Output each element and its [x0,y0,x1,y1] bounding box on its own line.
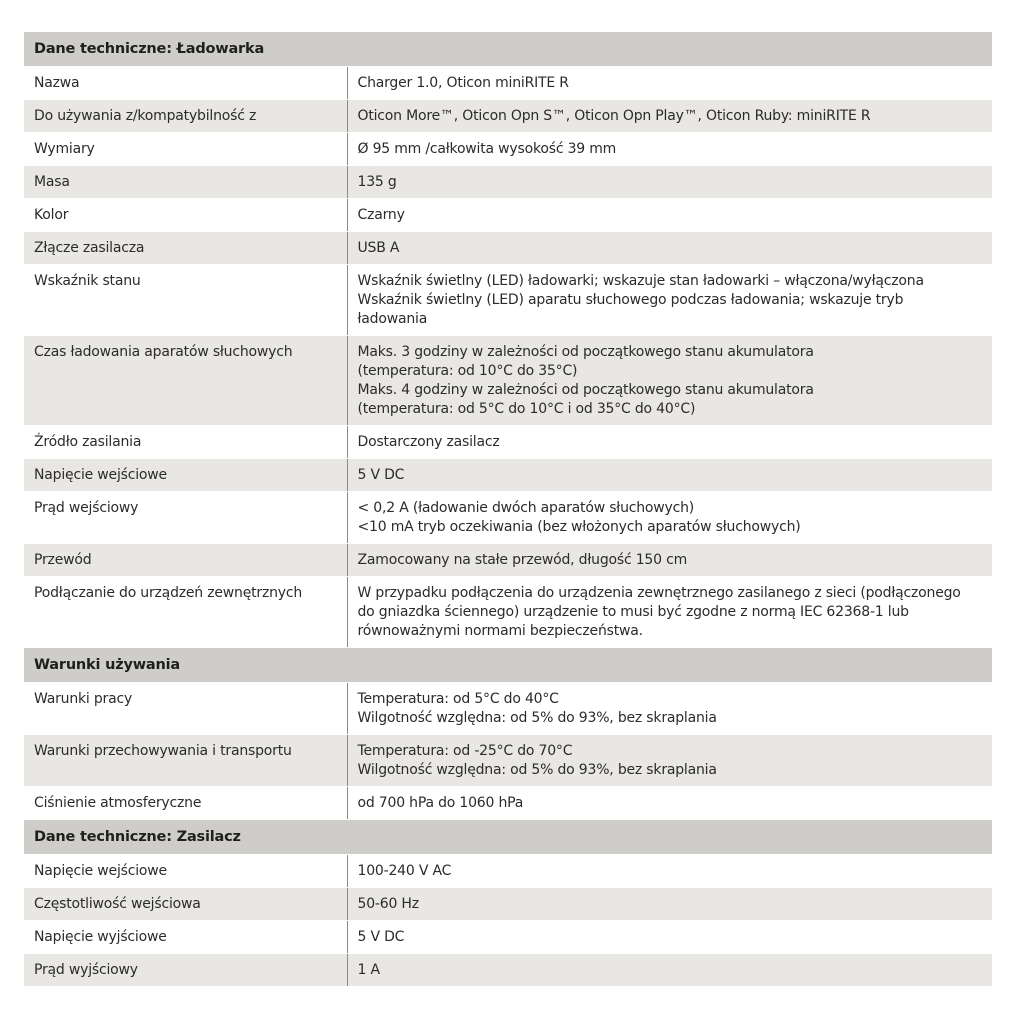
value-line: (temperatura: od 5°C do 10°C i od 35°C do 40°C) [357,401,696,417]
value-line: W przypadku podłączenia do urządzenia zewnętrznego zasilanego z sieci (podłączonego [357,585,961,601]
row-label: Masa [24,166,347,199]
table-row [24,133,992,166]
row-label: Kolor [24,199,347,232]
value-line: Zamocowany na stałe przewód, długość 150 cm [357,552,688,568]
value-line: 50-60 Hz [357,896,419,912]
section-title: Dane techniczne: Ładowarka [24,32,992,67]
value-line: Maks. 4 godziny w zależności od początkowego stanu akumulatora [357,382,814,398]
value-line: Oticon More™, Oticon Opn S™, Oticon Opn Play™, Oticon Ruby: miniRITE R [357,108,871,124]
value-line: <10 mA tryb oczekiwania (bez włożonych aparatów słuchowych) [357,519,801,535]
row-label: Do używania z/kompatybilność z [24,100,347,133]
row-value [347,855,992,888]
section-title: Warunki używania [24,648,992,683]
row-label: Złącze zasilacza [24,232,347,265]
row-value [347,426,992,459]
row-value [347,492,992,544]
value-line: (temperatura: od 10°C do 35°C) [357,363,578,379]
value-line: Charger 1.0, Oticon miniRITE R [357,75,569,91]
row-value [347,166,992,199]
value-line: Temperatura: od -25°C do 70°C [357,743,573,759]
value-line: 5 V DC [357,467,405,483]
row-value [347,577,992,648]
row-label: Częstotliwość wejściowa [24,888,347,921]
table-row [24,426,992,459]
row-label: Napięcie wejściowe [24,459,347,492]
row-label: Warunki pracy [24,683,347,735]
section-title: Dane techniczne: Zasilacz [24,820,992,855]
row-label: Napięcie wejściowe [24,855,347,888]
row-label: Czas ładowania aparatów słuchowych [24,336,347,426]
value-line: od 700 hPa do 1060 hPa [357,795,524,811]
table-row [24,166,992,199]
row-value [347,888,992,921]
row-label: Warunki przechowywania i transportu [24,735,347,787]
value-line: ładowania [357,311,428,327]
value-line: Ø 95 mm /całkowita wysokość 39 mm [357,141,617,157]
row-value [347,459,992,492]
table-row [24,336,992,426]
row-value [347,100,992,133]
value-line: USB A [357,240,400,256]
value-line: 135 g [357,174,397,190]
row-value [347,735,992,787]
table-row [24,577,992,648]
table-row [24,459,992,492]
value-line: 1 A [357,962,380,978]
table-row [24,100,992,133]
row-label: Przewód [24,544,347,577]
table-row [24,735,992,787]
table-row [24,683,992,735]
row-label: Nazwa [24,67,347,100]
row-value [347,232,992,265]
row-value [347,336,992,426]
value-line: Wskaźnik świetlny (LED) aparatu słuchowego podczas ładowania; wskazuje tryb [357,292,904,308]
table-row [24,855,992,888]
value-line: równoważnymi normami bezpieczeństwa. [357,623,643,639]
value-line: Maks. 3 godziny w zależności od początkowego stanu akumulatora [357,344,814,360]
row-value [347,199,992,232]
value-line: Wilgotność względna: od 5% do 93%, bez skraplania [357,710,717,726]
value-line: Temperatura: od 5°C do 40°C [357,691,559,707]
row-label: Prąd wyjściowy [24,954,347,987]
table-row [24,544,992,577]
table-row [24,232,992,265]
table-row [24,492,992,544]
table-row [24,265,992,336]
row-label: Napięcie wyjściowe [24,921,347,954]
value-line: Wilgotność względna: od 5% do 93%, bez skraplania [357,762,717,778]
row-value [347,67,992,100]
row-value [347,133,992,166]
table-row [24,921,992,954]
row-label: Ciśnienie atmosferyczne [24,787,347,820]
table-row [24,67,992,100]
row-value [347,954,992,987]
value-line: Czarny [357,207,405,223]
row-label: Źródło zasilania [24,426,347,459]
row-value [347,921,992,954]
section-header [24,648,992,683]
row-label: Podłączanie do urządzeń zewnętrznych [24,577,347,648]
spec-table-body [24,32,992,987]
table-row [24,787,992,820]
row-value [347,544,992,577]
table-row [24,199,992,232]
table-row [24,888,992,921]
row-value [347,683,992,735]
value-line: Dostarczony zasilacz [357,434,500,450]
value-line: < 0,2 A (ładowanie dwóch aparatów słuchowych) [357,500,695,516]
value-line: Wskaźnik świetlny (LED) ładowarki; wskazuje stan ładowarki – włączona/wyłączona [357,273,924,289]
section-header [24,820,992,855]
row-value [347,265,992,336]
row-value [347,787,992,820]
table-row [24,954,992,987]
section-header [24,32,992,67]
value-line: 100-240 V AC [357,863,452,879]
value-line: 5 V DC [357,929,405,945]
row-label: Wskaźnik stanu [24,265,347,336]
spec-table [24,32,992,987]
value-line: do gniazdka ściennego) urządzenie to musi być zgodne z normą IEC 62368-1 lub [357,604,909,620]
row-label: Wymiary [24,133,347,166]
row-label: Prąd wejściowy [24,492,347,544]
